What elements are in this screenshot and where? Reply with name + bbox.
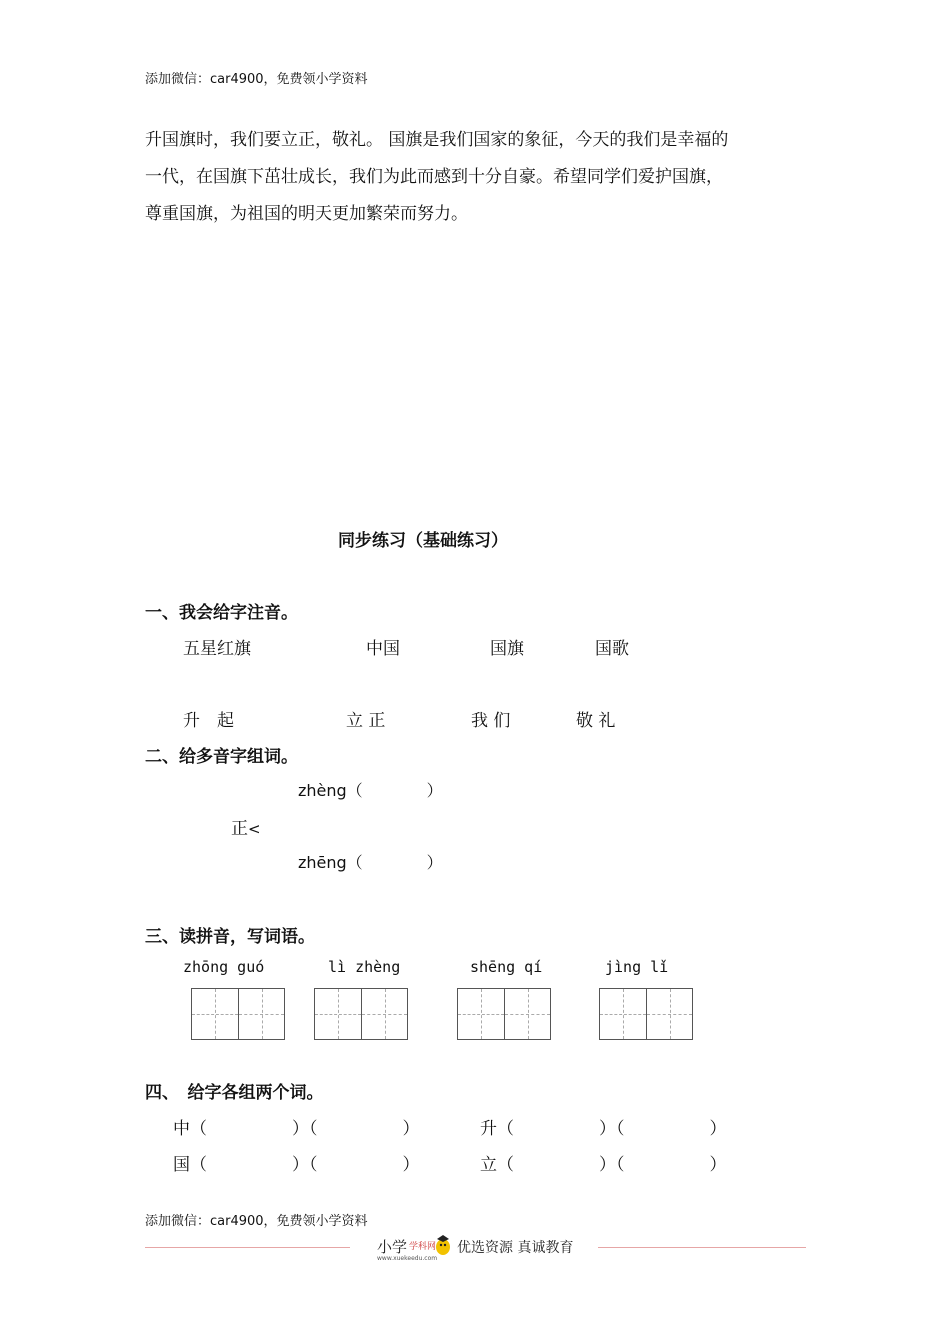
q4-heading: 四、 给字各组两个词。 [145,1083,324,1103]
q3-pinyin: zhōng guó [183,958,265,976]
footer-logo [365,1232,595,1264]
footer-note: 添加微信：car4900，免费领小学资料 [145,1214,368,1229]
q2-lower-blank[interactable]: zhēng（ ） [298,853,443,872]
mascot-icon [433,1234,453,1256]
q4-blank-row[interactable]: 升（ ）（ ） [480,1119,727,1139]
logo-sub: 学科网 [409,1242,437,1252]
q2-upper-blank[interactable]: zhèng（ ） [298,781,443,800]
header-note: 添加微信：car4900，免费领小学资料 [145,72,368,87]
writing-grid[interactable] [457,988,551,1040]
footer-divider-right [598,1247,806,1248]
q3-pinyin: jìng lǐ [605,958,669,976]
intro-line: 一代，在国旗下茁壮成长，我们为此而感到十分自豪。希望同学们爱护国旗， [145,167,723,187]
q1-heading: 一、我会给字注音。 [145,603,298,623]
q1-word: 升 起 [183,711,234,731]
q4-blank-row[interactable]: 立（ ）（ ） [480,1155,727,1175]
logo-text: 小学 [377,1238,408,1256]
grid-cell[interactable] [361,989,407,1039]
q1-word: 敬 礼 [576,711,616,731]
exercise-title: 同步练习（基础练习） [338,531,508,551]
q1-word: 五星红旗 [183,639,251,659]
q3-pinyin: shēng qí [470,958,543,976]
q1-word: 国歌 [595,639,629,659]
q1-word: 我 们 [471,711,511,731]
q1-word: 国旗 [490,639,524,659]
grid-cell[interactable] [646,989,692,1039]
intro-line: 尊重国旗，为祖国的明天更加繁荣而努力。 [145,204,468,224]
grid-cell[interactable] [192,989,238,1039]
writing-grid[interactable] [599,988,693,1040]
intro-paragraph [145,122,728,233]
q3-heading: 三、读拼音，写词语。 [145,927,315,947]
writing-grid[interactable] [314,988,408,1040]
footer-slogan: 优选资源 真诚教育 [457,1240,574,1256]
grid-cell[interactable] [458,989,504,1039]
footer-divider-left [145,1247,350,1248]
grid-cell[interactable] [315,989,361,1039]
writing-grid[interactable] [191,988,285,1040]
grid-cell[interactable] [600,989,646,1039]
polyphone-char: 正 [231,819,248,839]
q4-blank-row[interactable]: 中（ ）（ ） [173,1119,420,1139]
q2-heading: 二、给多音字组词。 [145,747,298,767]
q1-word: 立 正 [346,711,386,731]
q2-char [231,814,261,839]
q3-pinyin: lì zhèng [328,958,401,976]
q1-word: 中国 [366,639,400,659]
q4-blank-row[interactable]: 国（ ）（ ） [173,1155,420,1175]
grid-cell[interactable] [238,989,284,1039]
brace-icon: < [248,820,261,838]
grid-cell[interactable] [504,989,550,1039]
logo-url: www.xuekeedu.com [377,1255,438,1262]
intro-line: 升国旗时，我们要立正，敬礼。 国旗是我们国家的象征，今天的我们是幸福的 [145,130,729,150]
